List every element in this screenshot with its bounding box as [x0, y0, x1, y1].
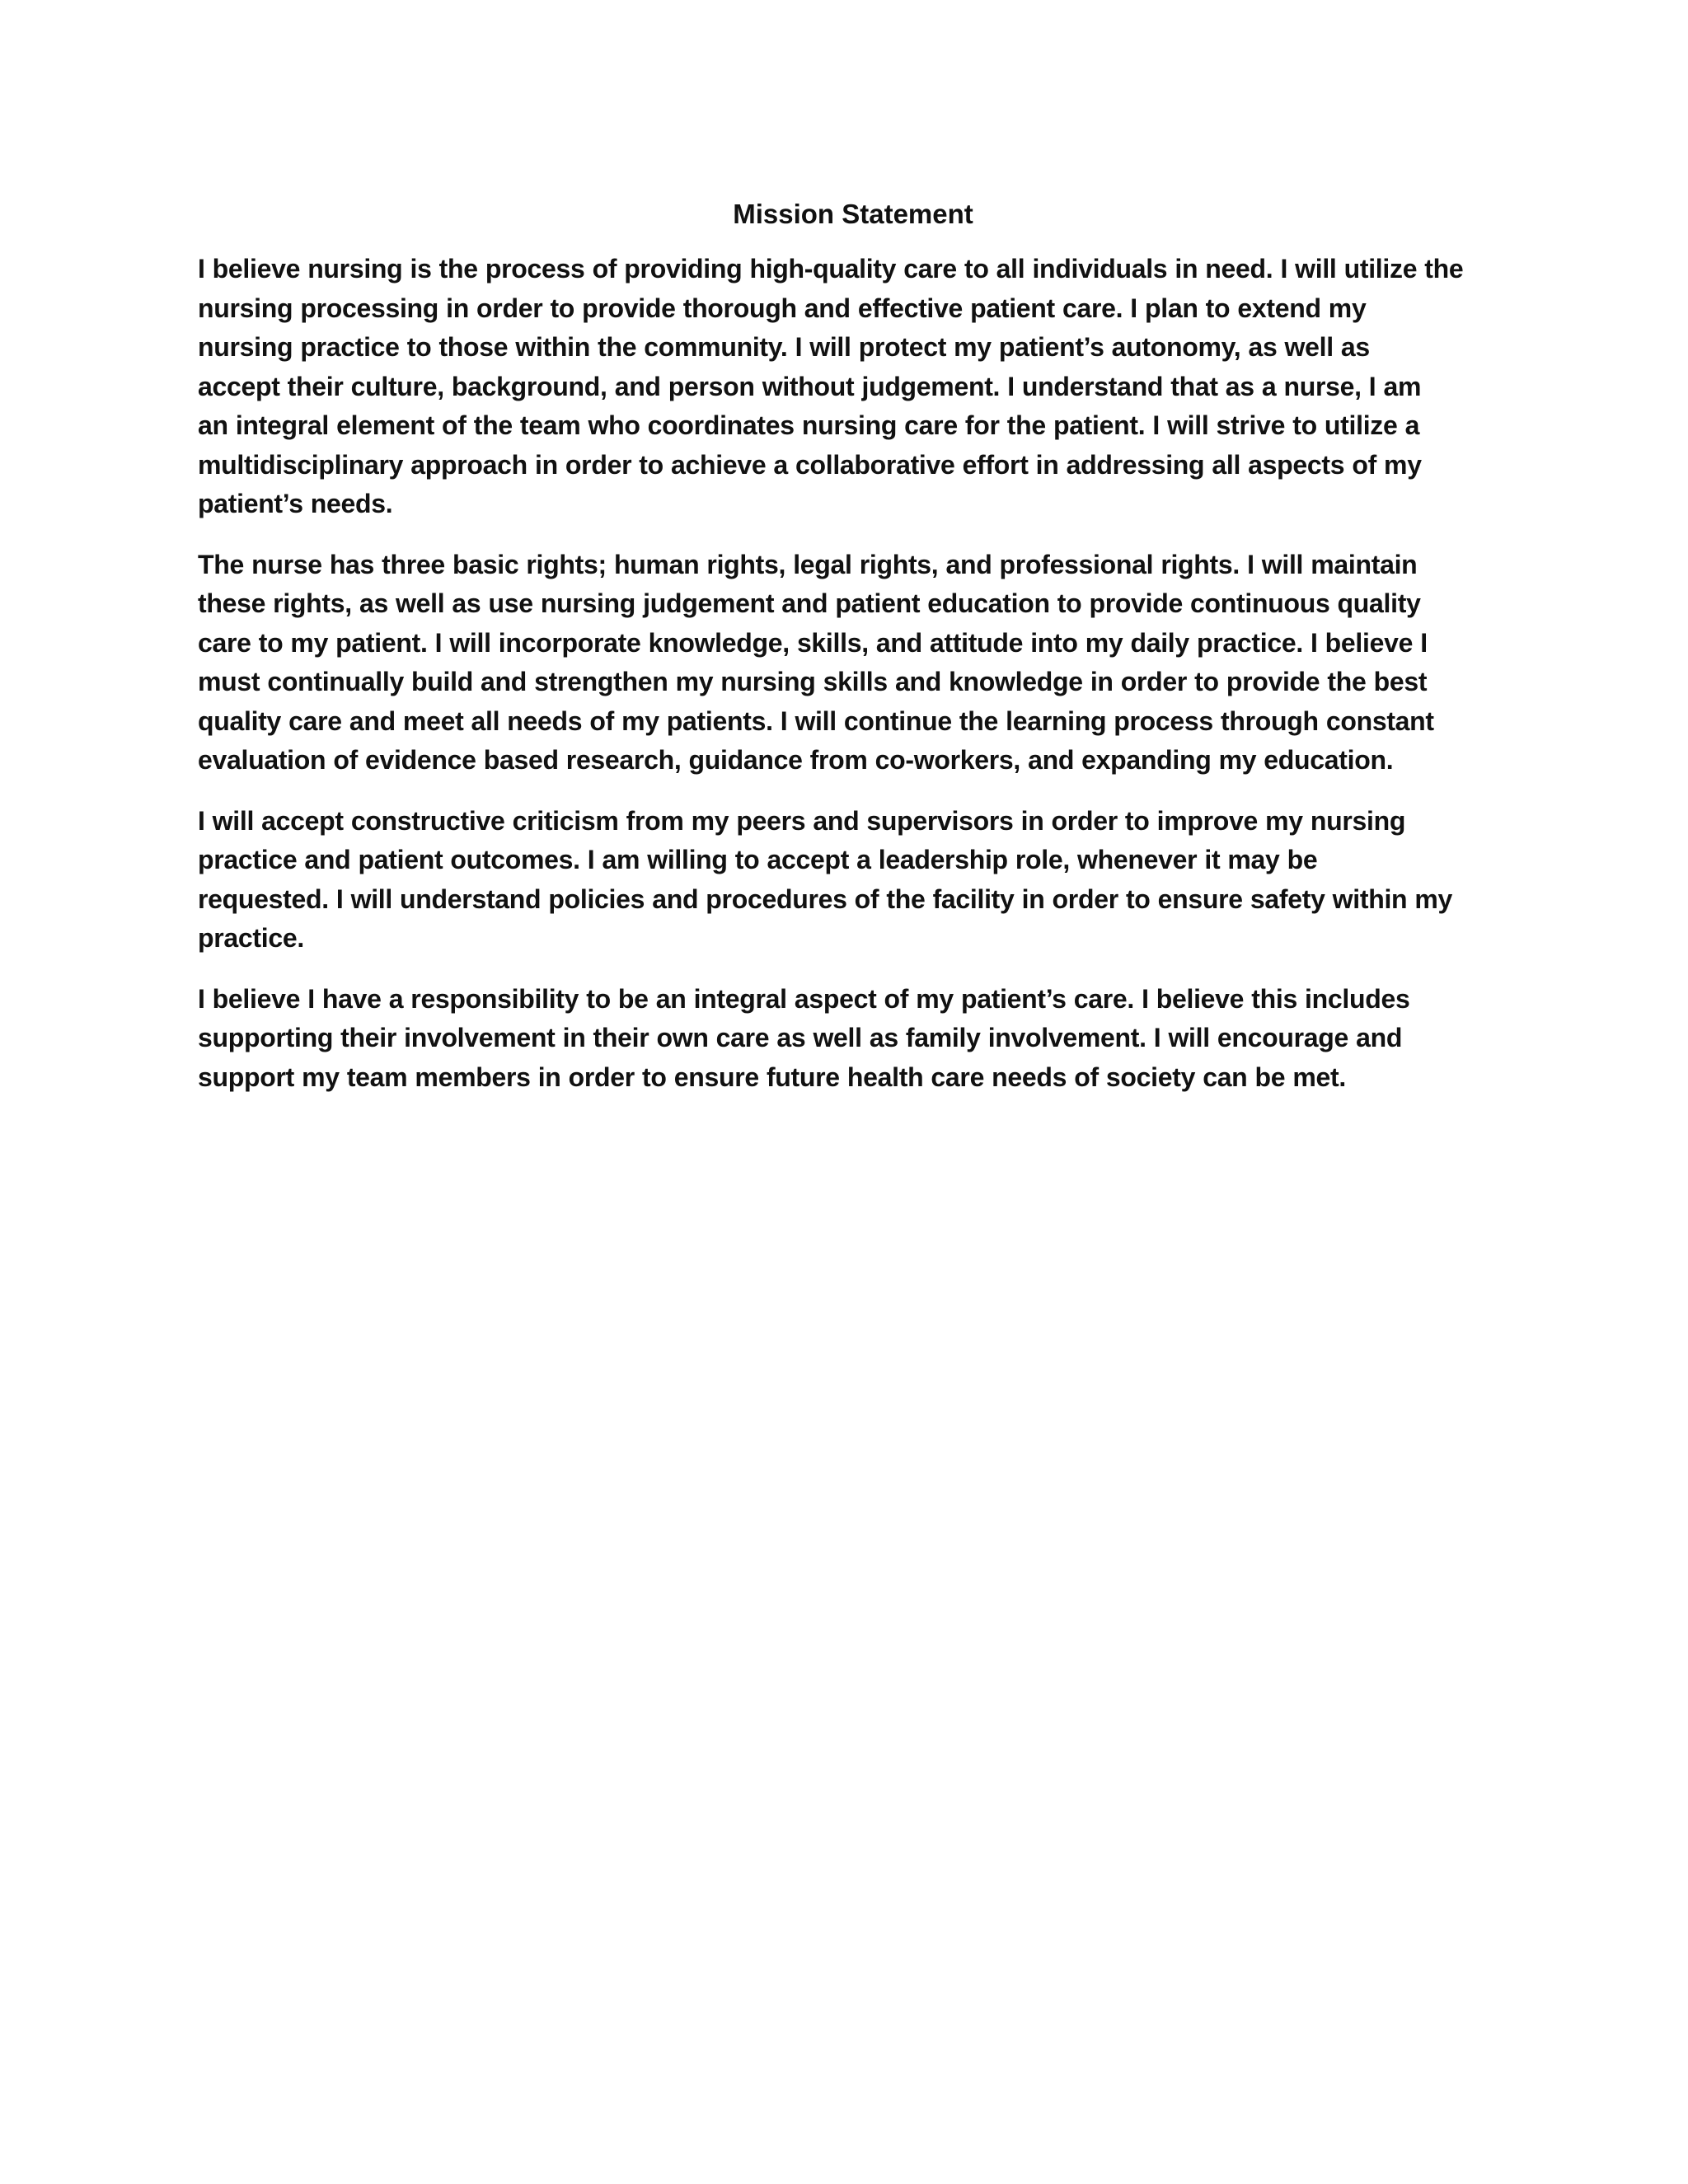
paragraph-line: evaluation of evidence based research, guidance from co-workers, and expanding my education. — [198, 745, 1394, 775]
document-body — [198, 194, 1508, 1118]
paragraph-line: nursing practice to those within the community. I will protect my patient’s autonomy, as well as — [198, 332, 1370, 362]
paragraph-1 — [198, 250, 1508, 524]
document-title: Mission Statement — [733, 199, 973, 229]
paragraph-line: practice. — [198, 923, 304, 953]
paragraph-line: accept their culture, background, and person without judgement. I understand that as a nurse, I am — [198, 371, 1422, 401]
paragraph-line: nursing processing in order to provide thorough and effective patient care. I plan to extend my — [198, 293, 1367, 323]
paragraph-line: quality care and meet all needs of my patients. I will continue the learning process through constant — [198, 705, 1434, 736]
paragraph-line: support my team members in order to ensure future health care needs of society can be met. — [198, 1062, 1346, 1092]
paragraph-line: must continually build and strengthen my nursing skills and knowledge in order to provide the best — [198, 667, 1428, 696]
paragraph-line: I believe I have a responsibility to be an integral aspect of my patient’s care. I believe this includes — [198, 983, 1410, 1014]
paragraph-line: I believe nursing is the process of providing high-quality care to all individuals in need. I will utilize the — [198, 254, 1464, 284]
paragraph-line: The nurse has three basic rights; human rights, legal rights, and professional rights. I will maintain — [198, 549, 1418, 579]
paragraph-line: requested. I will understand policies and procedures of the facility in order to ensure safety within my — [198, 883, 1453, 914]
paragraph-line: practice and patient outcomes. I am willing to accept a leadership role, whenever it may be — [198, 845, 1318, 874]
paragraph-line: care to my patient. I will incorporate knowledge, skills, and attitude into my daily practice. I believe I — [198, 627, 1428, 658]
paragraph-2 — [198, 546, 1508, 780]
paragraph-line: I will accept constructive criticism from my peers and supervisors in order to improve my nursing — [198, 805, 1406, 836]
paragraph-3 — [198, 802, 1508, 958]
paragraph-line: multidisciplinary approach in order to achieve a collaborative effort in addressing all aspects of my — [198, 449, 1422, 480]
paragraph-line: an integral element of the team who coordinates nursing care for the patient. I will strive to utilize a — [198, 410, 1420, 440]
paragraph-line: these rights, as well as use nursing judgement and patient education to provide continuous quality — [198, 588, 1421, 618]
paragraph-4 — [198, 980, 1508, 1098]
paragraph-line: patient’s needs. — [198, 489, 393, 518]
paragraph-line: supporting their involvement in their own care as well as family involvement. I will encourage and — [198, 1023, 1403, 1052]
